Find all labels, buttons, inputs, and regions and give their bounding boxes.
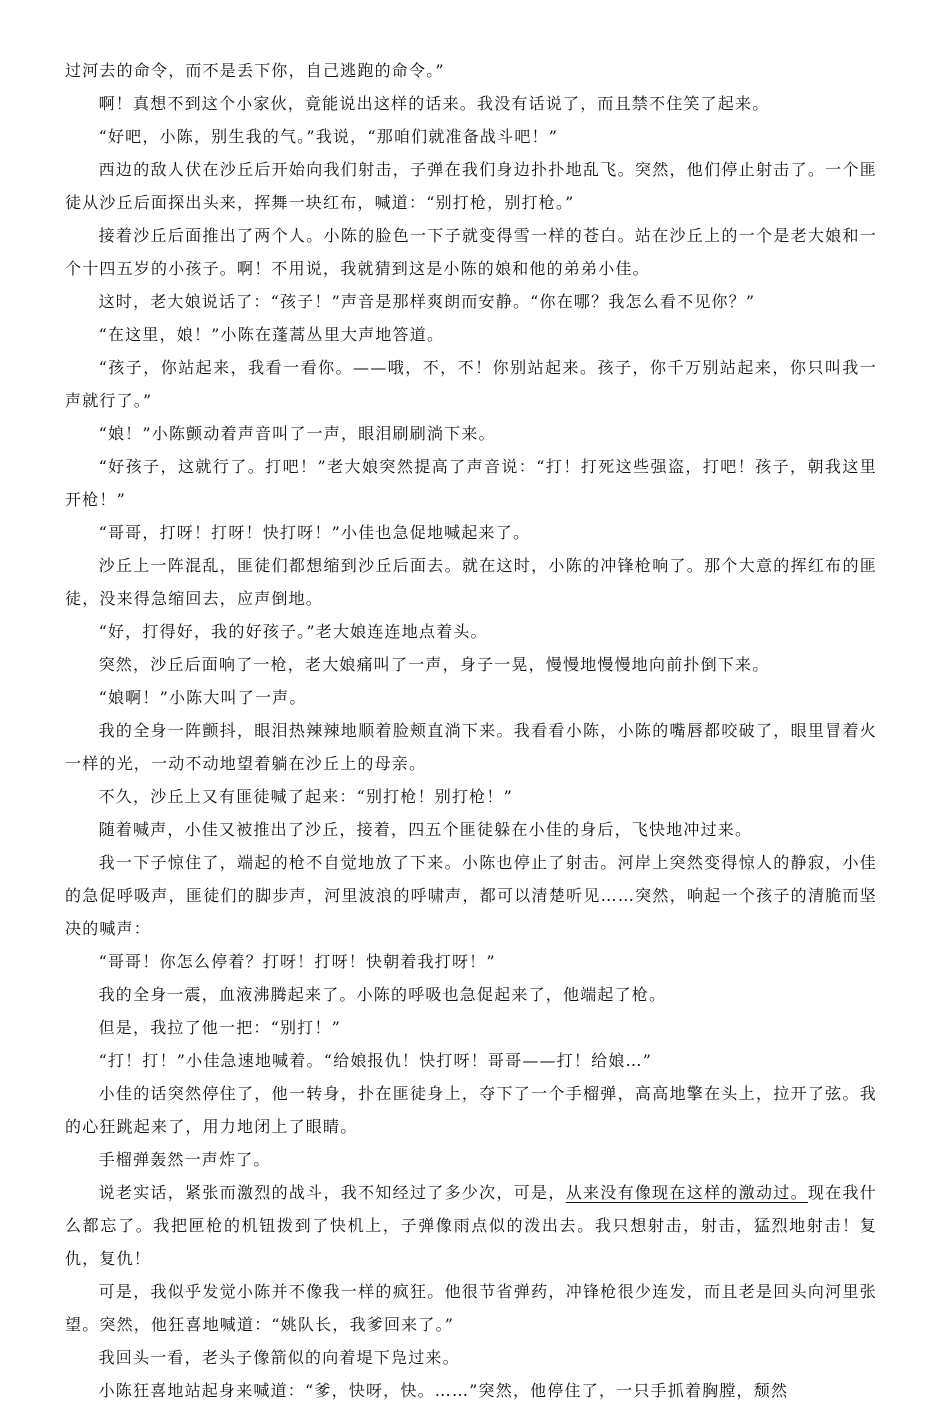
paragraph: 小佳的话突然停住了，他一转身，扑在匪徒身上，夺下了一个手榴弹，高高地擎在头上，拉开了弦。我的心狂跳起来了，用力地闭上了眼睛。 (65, 1084, 877, 1136)
paragraph: “好，打得好，我的好孩子。”老大娘连连地点着头。 (98, 622, 488, 641)
paragraph: 我的全身一阵颤抖，眼泪热辣辣地顺着脸颊直淌下来。我看看小陈，小陈的嘴唇都咬破了，眼里冒着火一样的光，一动不动地望着躺在沙丘上的母亲。 (65, 721, 877, 773)
paragraph: 小陈狂喜地站起身来喊道：“爹，快呀，快。……”突然，他停住了，一只手抓着胸膛，颓然 (98, 1381, 789, 1400)
paragraph: “孩子，你站起来，我看一看你。——哦，不，不！你别站起来。孩子，你千万别站起来，你只叫我一声就行了。” (65, 358, 877, 410)
paragraph-text-before: 说老实话，紧张而激烈的战斗，我不知经过了多少次，可是， (98, 1183, 566, 1202)
paragraph: 我回头一看，老头子像箭似的向着堤下凫过来。 (98, 1348, 460, 1367)
paragraph: 西边的敌人伏在沙丘后开始向我们射击，子弹在我们身边扑扑地乱飞。突然，他们停止射击了。一个匪徒从沙丘后面探出头来，挥舞一块红布，喊道：“别打枪，别打枪。” (65, 160, 877, 212)
paragraph: 过河去的命令，而不是丢下你，自己逃跑的命令。” (65, 61, 445, 80)
paragraph: “哥哥！你怎么停着？打呀！打呀！快朝着我打呀！” (98, 952, 496, 971)
paragraph: 不久，沙丘上又有匪徒喊了起来：“别打枪！别打枪！” (98, 787, 513, 806)
paragraph: “娘啊！”小陈大叫了一声。 (98, 688, 307, 707)
paragraph: 接着沙丘后面推出了两个人。小陈的脸色一下子就变得雪一样的苍白。站在沙丘上的一个是老大娘和一个十四五岁的小孩子。啊！不用说，我就猜到这是小陈的娘和他的弟弟小佳。 (65, 226, 877, 278)
paragraph: “好吧，小陈，别生我的气。”我说，“那咱们就准备战斗吧！” (98, 127, 559, 146)
paragraph: 沙丘上一阵混乱，匪徒们都想缩到沙丘后面去。就在这时，小陈的冲锋枪响了。那个大意的挥红布的匪徒，没来得急缩回去，应声倒地。 (65, 556, 877, 608)
paragraph: 突然，沙丘后面响了一枪，老大娘痛叫了一声，身子一晃，慢慢地慢慢地向前扑倒下来。 (98, 655, 770, 674)
paragraph: 我一下子惊住了，端起的枪不自觉地放了下来。小陈也停止了射击。河岸上突然变得惊人的静寂，小佳的急促呼吸声，匪徒们的脚步声，河里波浪的呼啸声，都可以清楚听见……突然，响起一个孩子的清脆而坚决的喊声： (65, 853, 877, 938)
paragraph: “在这里，娘！”小陈在蓬蒿丛里大声地答道。 (98, 325, 445, 344)
underlined-sentence: 从来没有像现在这样的激动过。 (565, 1183, 808, 1202)
paragraph: 我的全身一震，血液沸腾起来了。小陈的呼吸也急促起来了，他端起了枪。 (98, 985, 667, 1004)
paragraph: 啊！真想不到这个小家伙，竟能说出这样的话来。我没有话说了，而且禁不住笑了起来。 (98, 94, 770, 113)
paragraph: 手榴弹轰然一声炸了。 (98, 1150, 271, 1169)
paragraph-text-after: 现在我什么都忘了。我把匣枪的机钮拨到了快机上，子弹像雨点似的泼出去。我只想射击，射击，猛烈地射击！复仇，复仇！ (65, 1183, 877, 1268)
paragraph: “好孩子，这就行了。打吧！”老大娘突然提高了声音说：“打！打死这些强盗，打吧！孩子，朝我这里开枪！” (65, 457, 877, 509)
paragraph: 这时，老大娘说话了：“孩子！”声音是那样爽朗而安静。“你在哪？我怎么看不见你？” (98, 292, 756, 311)
paragraph: “打！打！”小佳急速地喊着。“给娘报仇！快打呀！哥哥——打！给娘…” (98, 1051, 653, 1070)
paragraph: 可是，我似乎发觉小陈并不像我一样的疯狂。他很节省弹药，冲锋枪很少连发，而且老是回头向河里张望。突然，他狂喜地喊道：“姚队长，我爹回来了。” (65, 1282, 877, 1334)
document-page (65, 54, 877, 1407)
paragraph: 但是，我拉了他一把：“别打！” (98, 1018, 341, 1037)
paragraph: “哥哥，打呀！打呀！快打呀！”小佳也急促地喊起来了。 (98, 523, 531, 542)
paragraph: 随着喊声，小佳又被推出了沙丘，接着，四五个匪徒躲在小佳的身后，飞快地冲过来。 (98, 820, 753, 839)
paragraph: “娘！”小陈颤动着声音叫了一声，眼泪刷刷淌下来。 (98, 424, 496, 443)
paragraph-with-underline (65, 1176, 877, 1275)
